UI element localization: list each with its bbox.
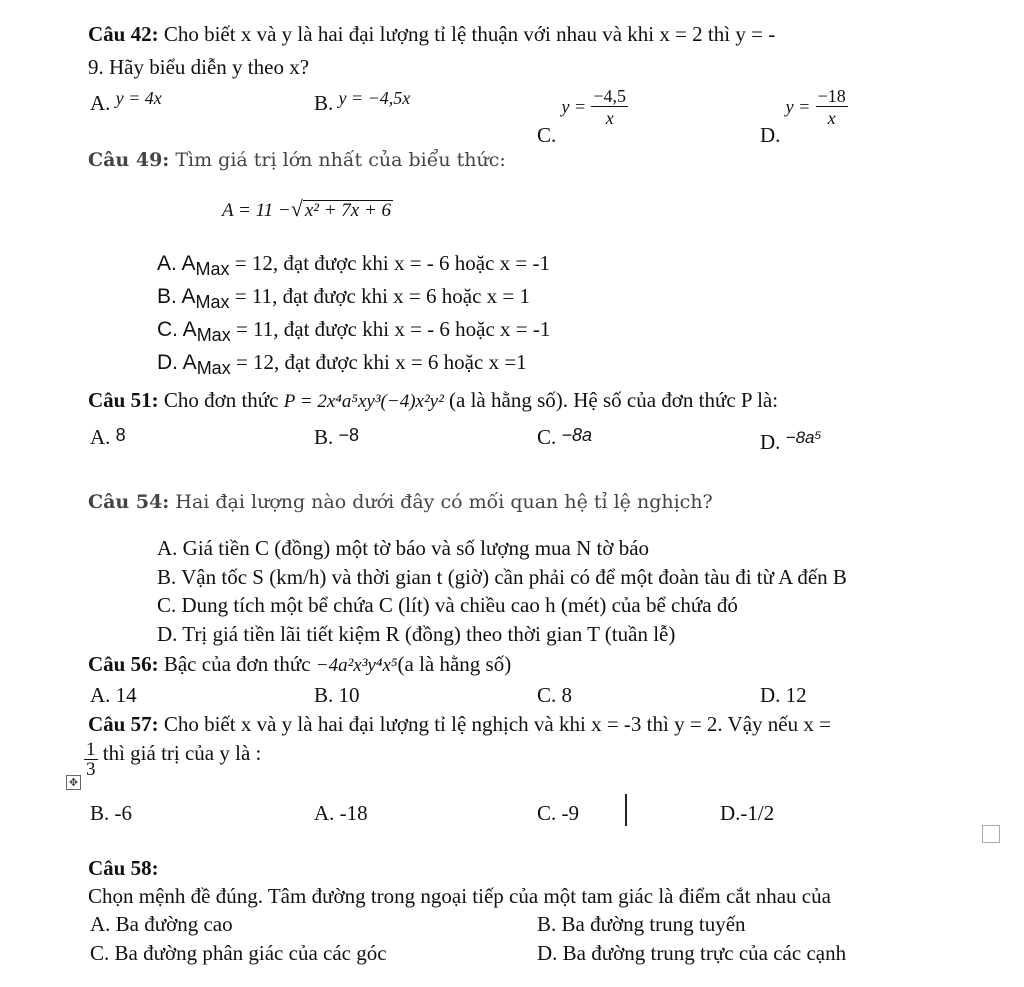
q42-text-1: Cho biết x và y là hai đại lượng tỉ lệ thuận với nhau và khi x = 2 thì y = - — [163, 22, 776, 46]
sqrt-icon: √ — [290, 196, 303, 221]
q51-option-a-letter: A. — [90, 425, 111, 449]
q54-text: Hai đại lượng nào dưới đây có mối quan hệ tỉ lệ nghịch? — [175, 491, 713, 513]
q42-option-d-lhs: y = — [785, 96, 811, 117]
q42-option-c-letter: C. — [537, 123, 557, 148]
q57-option-d: D.-1/2 — [720, 801, 775, 825]
q58-text: Chọn mệnh đề đúng. Tâm đường trong ngoại tiếp của một tam giác là điểm cắt nhau của — [88, 884, 831, 908]
q42-option-a-letter: A. — [90, 91, 111, 115]
q56-option-c: C. 8 — [537, 683, 573, 707]
q51-question — [88, 388, 778, 414]
q42-option-d — [760, 86, 848, 148]
q58-option-b: B. Ba đường trung tuyến — [537, 912, 746, 936]
q42-option-d-denominator: x — [827, 108, 836, 128]
q56-pre: Bậc của đơn thức — [163, 652, 311, 676]
q49-text: Tìm giá trị lớn nhất của biểu thức: — [175, 149, 506, 171]
q49-option-b — [157, 284, 530, 314]
q49-option-a-text: = 12, đạt được khi x = - 6 hoặc x = -1 — [229, 251, 551, 275]
q42-label: Câu 42: — [88, 22, 159, 46]
q42-option-c-denominator: x — [605, 108, 614, 128]
q42-option-a-math: y = 4x — [115, 88, 162, 108]
q42-option-b-letter: B. — [314, 91, 334, 115]
text-cursor — [625, 794, 627, 826]
q51-option-c-letter: C. — [537, 425, 557, 449]
q42-option-a — [90, 88, 162, 116]
q57-text-2: thì giá trị của y là : — [102, 741, 262, 766]
q51-pre: Cho đơn thức — [163, 388, 279, 412]
q54-option-b: B. Vận tốc S (km/h) và thời gian t (giờ) cần phải có để một đoàn tàu đi từ A đến B — [157, 565, 847, 589]
q49-option-c-sub: Max — [196, 325, 231, 345]
q49-option-b-text: = 11, đạt được khi x = 6 hoặc x = 1 — [229, 284, 530, 308]
q51-option-d-letter: D. — [760, 430, 781, 454]
q51-expression: P = 2x⁴a⁵xy³(−4)x²y² — [283, 391, 444, 412]
q51-option-a-value: 8 — [115, 425, 126, 445]
q51-option-b-value: −8 — [338, 425, 360, 445]
q54-question — [88, 490, 713, 514]
q51-option-d-value: −8a⁵ — [785, 428, 822, 447]
q42-option-b — [314, 88, 411, 116]
q58-label: Câu 58: — [88, 856, 159, 880]
q51-label: Câu 51: — [88, 388, 159, 412]
q51-post: (a là hằng số). Hệ số của đơn thức P là: — [449, 388, 779, 412]
q58-option-d: D. Ba đường trung trực của các cạnh — [537, 941, 847, 965]
q49-expression-radicand: x² + 7x + 6 — [304, 200, 392, 221]
q49-option-d — [157, 350, 527, 380]
q49-expression — [222, 196, 393, 224]
q51-option-d — [760, 430, 822, 456]
q42-option-c-numerator: −4,5 — [593, 86, 627, 106]
q49-option-d-sub: Max — [196, 358, 231, 378]
q57-option-c: C. -9 — [537, 801, 579, 825]
q42-option-d-numerator: −18 — [817, 86, 846, 106]
q51-option-b-letter: B. — [314, 425, 334, 449]
q56-question — [88, 652, 511, 678]
q42-option-b-math: y = −4,5x — [338, 88, 411, 108]
q42-option-d-fraction — [816, 86, 848, 129]
q49-expression-lhs: A = 11 − — [222, 200, 291, 221]
q49-option-c-text: = 11, đạt được khi x = - 6 hoặc x = -1 — [230, 317, 551, 341]
q54-option-a: A. Giá tiền C (đồng) một tờ báo và số lượng mua N tờ báo — [157, 536, 650, 560]
q42-option-c-fraction — [591, 86, 628, 129]
q49-option-a — [157, 251, 550, 281]
q42-option-d-letter: D. — [760, 123, 781, 148]
q57-fraction — [84, 740, 98, 779]
q42-text-2: 9. Hãy biểu diễn y theo x? — [88, 55, 310, 79]
q49-option-b-sub: Max — [195, 292, 230, 312]
q49-label: Câu 49: — [88, 149, 170, 171]
q49-option-a-sub: Max — [195, 259, 230, 279]
q56-option-d: D. 12 — [760, 683, 807, 707]
q58-option-c: C. Ba đường phân giác của các góc — [90, 941, 387, 965]
q49-option-c — [157, 317, 550, 347]
q57-line1 — [88, 712, 831, 736]
q57-option-a: A. -18 — [314, 801, 368, 825]
q56-post: (a là hằng số) — [397, 652, 512, 676]
q49-option-a-letter: A. A — [157, 252, 196, 275]
q42-line1 — [88, 22, 775, 46]
q56-label: Câu 56: — [88, 652, 159, 676]
q58-option-a: A. Ba đường cao — [90, 912, 233, 936]
q49-option-b-letter: B. A — [157, 285, 196, 308]
q42-option-c-lhs: y = — [561, 96, 587, 117]
q57-text-1: Cho biết x và y là hai đại lượng tỉ lệ nghịch và khi x = -3 thì y = 2. Vậy nếu x = — [163, 712, 831, 736]
q49-option-c-letter: C. A — [157, 318, 197, 341]
move-handle-icon[interactable]: ✥ — [66, 775, 81, 790]
q49-question — [88, 148, 506, 172]
q49-option-d-letter: D. A — [157, 351, 197, 374]
q51-option-c — [537, 425, 592, 450]
q57-fraction-denominator: 3 — [86, 759, 96, 780]
q51-option-c-value: −8a — [561, 425, 593, 445]
q54-option-d: D. Trị giá tiền lãi tiết kiệm R (đồng) theo thời gian T (tuần lễ) — [157, 622, 676, 646]
q56-expression: −4a²x³y⁴x⁵ — [315, 655, 398, 676]
q57-fraction-numerator: 1 — [86, 739, 96, 760]
q57-line2 — [84, 740, 261, 779]
q54-option-c: C. Dung tích một bể chứa C (lít) và chiều cao h (mét) của bể chứa đó — [157, 593, 738, 617]
q49-option-d-text: = 12, đạt được khi x = 6 hoặc x =1 — [230, 350, 527, 374]
q51-option-b — [314, 425, 359, 450]
q57-label: Câu 57: — [88, 712, 159, 736]
q56-option-b: B. 10 — [314, 683, 360, 707]
q42-option-c — [537, 86, 628, 148]
q56-option-a: A. 14 — [90, 683, 137, 707]
q57-option-b: B. -6 — [90, 801, 132, 825]
empty-box-icon[interactable] — [982, 825, 1000, 843]
q54-label: Câu 54: — [88, 491, 170, 513]
q51-option-a — [90, 425, 126, 450]
